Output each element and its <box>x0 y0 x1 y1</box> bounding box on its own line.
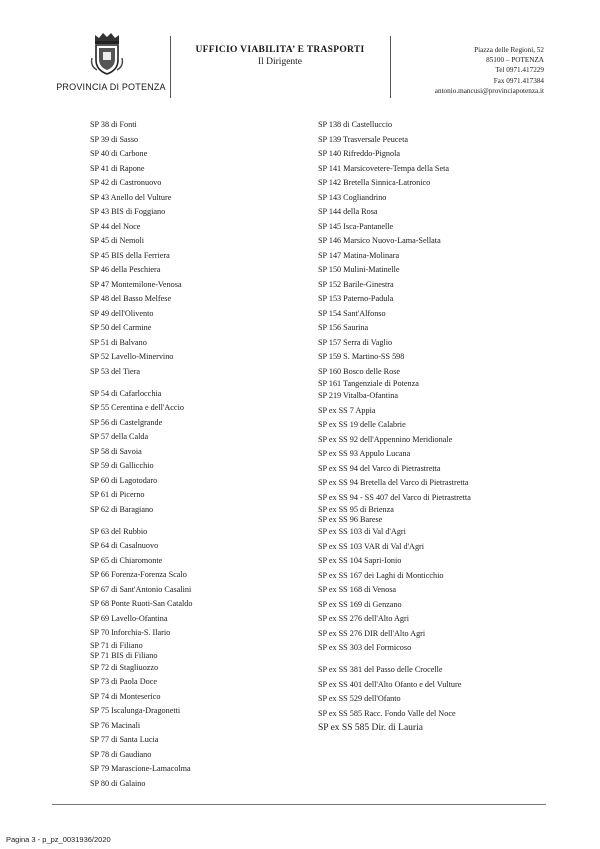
list-item: SP 48 del Basso Melfese <box>90 294 172 303</box>
list-item: SP 70 Inforchia-S. Ilario <box>90 628 171 637</box>
list-item: SP ex SS 103 VAR di Val d'Agri <box>318 541 425 551</box>
list-item: SP 71 di Filiano <box>90 640 143 650</box>
list-item: SP 75 Iscalunga-Dragonetti <box>90 706 181 715</box>
list-item: SP 60 di Lagotodaro <box>90 475 158 485</box>
list-item: SP ex SS 169 di Genzano <box>318 599 402 609</box>
list-item: SP 72 di Stagliuozzo <box>90 662 159 672</box>
list-item: SP 51 di Balvano <box>90 337 147 347</box>
list-item: SP ex SS 94 del Varco di Pietrastretta <box>318 463 441 473</box>
list-item: SP 147 Matina-Molinara <box>318 250 400 260</box>
list-item: SP 62 di Baragiano <box>90 504 154 514</box>
list-item: SP 43 BIS di Foggiano <box>90 207 166 216</box>
list-item: SP 54 di Cafarlocchia <box>90 388 162 398</box>
province-coat-of-arms-icon <box>87 30 127 76</box>
list-item: SP 57 della Calda <box>90 432 149 441</box>
list-item: SP 142 Bretella Sinnica-Latronico <box>318 178 431 187</box>
list-item: SP 150 Mulini-Matinelle <box>318 265 400 274</box>
list-item: SP 45 BIS della Ferriera <box>90 250 170 260</box>
list-item: SP 219 Vitalba-Ofantina <box>318 391 399 400</box>
list-item: SP 52 Lavello-Minervino <box>90 352 174 361</box>
list-item: SP 45 di Nemoli <box>90 236 145 245</box>
list-item: SP 49 dell'Olivento <box>90 308 154 318</box>
list-item: SP 42 di Castronuovo <box>90 178 162 187</box>
list-item: SP 65 di Chiaromonte <box>90 555 163 565</box>
list-item: SP ex SS 7 Appia <box>318 405 376 415</box>
address-line: 85100 – POTENZA <box>486 56 544 65</box>
list-item: SP 160 Bosco delle Rose <box>318 366 401 376</box>
list-item: SP ex SS 103 di Val d'Agri <box>318 527 406 536</box>
list-item: SP 66 Forenza-Forenza Scalo <box>90 570 187 579</box>
list-item: SP 41 di Rapone <box>90 163 145 173</box>
list-item: SP ex SS 94 - SS 407 del Varco di Pietrastretta <box>318 492 471 502</box>
header-divider <box>390 36 391 98</box>
org-name: PROVINCIA DI POTENZA <box>56 82 166 92</box>
footer-divider <box>52 804 546 805</box>
email: antonio.mancusi@provinciapotenza.it <box>434 86 544 95</box>
list-item: SP 153 Paterno-Padula <box>318 294 394 303</box>
office-title: UFFICIO VIABILITA’ E TRASPORTI <box>195 45 365 55</box>
address-line: Piazza delle Regioni, 52 <box>474 46 544 54</box>
list-item: SP 144 della Rosa <box>318 207 378 216</box>
list-item: SP 43 Anello del Vulture <box>90 192 172 202</box>
list-item: SP 156 Saurina <box>318 323 369 332</box>
list-item: SP 61 di Picerno <box>90 490 145 499</box>
list-item: SP ex SS 96 Barese <box>318 515 383 524</box>
list-item: SP 80 di Galaino <box>90 778 146 788</box>
letterhead <box>0 0 600 108</box>
list-item: SP 77 di Santa Lucia <box>90 735 159 744</box>
list-item: SP 69 Lavello-Ofantina <box>90 613 168 623</box>
list-item: SP ex SS 276 dell'Alto Agri <box>318 614 410 623</box>
list-item: SP 145 Isca-Pantanelle <box>318 221 394 231</box>
list-item: SP 64 di Casalnuovo <box>90 541 159 550</box>
list-item: SP ex SS 585 Racc. Fondo Valle del Noce <box>318 708 456 718</box>
list-item: SP 76 Macinali <box>90 720 141 730</box>
list-item: SP ex SS 93 Appulo Lucana <box>318 449 411 458</box>
list-item: SP 50 del Carmine <box>90 323 152 332</box>
list-item: SP 138 di Castelluccio <box>318 120 393 129</box>
list-item: SP 71 BIS di Filiano <box>90 650 158 660</box>
list-item: SP ex SS 95 di Brienza <box>318 505 394 514</box>
list-item: SP 154 Sant'Alfonso <box>318 308 386 318</box>
list-item: SP 73 di Paola Doce <box>90 677 158 686</box>
telephone: Tel 0971.417229 <box>495 66 544 75</box>
list-item: SP 68 Ponte Ruoti-San Cataldo <box>90 599 193 608</box>
list-item: SP ex SS 94 Bretella del Varco di Pietrastretta <box>318 478 469 487</box>
list-item: SP ex SS 168 di Venosa <box>318 585 397 594</box>
list-item: SP 39 di Sasso <box>90 134 139 144</box>
list-item: SP ex SS 401 dell'Alto Ofanto e del Vulture <box>318 679 462 689</box>
road-list-left <box>90 118 193 791</box>
list-item: SP 46 della Peschiera <box>90 265 161 274</box>
office-subtitle: Il Dirigente <box>257 57 303 67</box>
list-item: SP 146 Marsico Nuovo-Lama-Sellata <box>318 236 441 245</box>
road-list-right <box>318 118 471 736</box>
list-item: SP ex SS 276 DIR dell'Alto Agri <box>318 628 426 638</box>
list-item: SP ex SS 167 dei Laghi di Monticchio <box>318 570 444 580</box>
list-item: SP ex SS 303 del Formicoso <box>318 643 412 652</box>
list-item: SP 74 di Monteserico <box>90 691 161 701</box>
list-item: SP 67 di Sant'Antonio Casalini <box>90 584 192 594</box>
list-item: SP 139 Trasversale Peuceta <box>318 134 408 144</box>
list-item: SP 40 di Carbone <box>90 149 148 158</box>
list-item: SP 58 di Savoia <box>90 446 142 456</box>
list-item: SP ex SS 529 dell'Ofanto <box>318 694 401 703</box>
list-item: SP ex SS 92 dell'Appennino Meridionale <box>318 434 453 444</box>
list-item: SP 53 del Tiera <box>90 366 140 376</box>
list-item: SP ex SS 585 Dir. di Lauria <box>318 723 423 733</box>
list-item: SP 59 di Gallicchio <box>90 461 154 470</box>
list-item: SP 140 Rifreddo-Pignola <box>318 149 401 158</box>
list-item: SP 56 di Castelgrande <box>90 417 163 427</box>
list-item: SP 78 di Gaudiano <box>90 749 152 759</box>
list-item: SP 159 S. Martino-SS 598 <box>318 352 405 361</box>
list-item: SP 55 Cerentina e dell'Accio <box>90 403 184 412</box>
list-item: SP 161 Tangenziale di Potenza <box>318 379 419 388</box>
list-item: SP 79 Marascione-Lamacolma <box>90 764 191 773</box>
list-item: SP 141 Marsicovetere-Tempa della Seta <box>318 163 449 173</box>
list-item: SP 47 Montemilone-Venosa <box>90 279 182 289</box>
office-block <box>180 45 380 67</box>
page-footer: Pagina 3 - p_pz_0031936/2020 <box>6 835 111 844</box>
list-item: SP 157 Serra di Vaglio <box>318 337 393 347</box>
list-item: SP 143 Cogliandrino <box>318 192 387 202</box>
list-item: SP ex SS 381 del Passo delle Crocelle <box>318 665 443 674</box>
list-item: SP 152 Barile-Ginestra <box>318 279 394 289</box>
list-item: SP ex SS 19 delle Calabrie <box>318 420 406 429</box>
list-item: SP 38 di Fonti <box>90 120 137 129</box>
list-item: SP ex SS 104 Sapri-Ionio <box>318 556 402 565</box>
contact-block <box>435 45 544 96</box>
list-item: SP 44 del Noce <box>90 221 141 231</box>
list-item: SP 63 del Rubbio <box>90 526 148 536</box>
header-divider <box>170 36 171 98</box>
fax: Fax 0971.417384 <box>493 76 544 85</box>
